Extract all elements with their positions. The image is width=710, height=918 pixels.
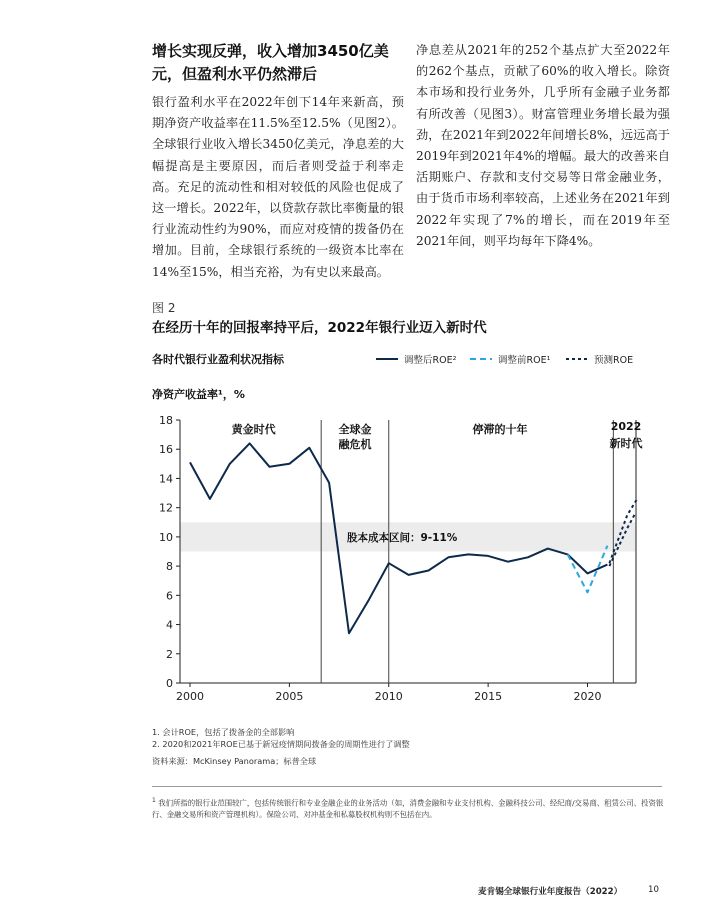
figure-label: 图 2 xyxy=(152,301,176,315)
chart-legend xyxy=(376,354,633,366)
era-label: 停滞的十年 xyxy=(472,423,528,436)
footnote-divider xyxy=(152,786,662,787)
legend-label-1: 调整前ROE¹ xyxy=(498,355,551,366)
page-number: 10 xyxy=(648,885,659,895)
band-label: 股本成本区间：9-11% xyxy=(347,531,458,544)
legend-label-0: 调整后ROE² xyxy=(404,355,457,366)
x-tick-label: 2000 xyxy=(176,690,204,703)
plot-area xyxy=(159,414,643,703)
body-paragraph-left: 银行盈利水平在2022年创下14年来新高，预期净资产收益率在11.5%至12.5%（见图2）。全球银行业收入增长3450亿美元，净息差的大幅提高是主要原因，而后者则受益于利率走高。充足的流动性和相对较低的风险也促成了这一增长。2022年，以贷款存款比率衡量的银行业流动性约为90%，而应对疫情的拨备仍在增加。目前，全球银行系统的一级资本比率在14%至15%，相当充裕，为有史以来最高。 xyxy=(152,95,404,279)
y-tick-label: 6 xyxy=(166,589,173,603)
y-tick-label: 0 xyxy=(166,677,173,690)
y-tick-label: 18 xyxy=(159,414,173,427)
x-tick-label: 2010 xyxy=(374,690,403,703)
era-label: 全球金 xyxy=(338,423,372,436)
figure-source: 资料来源：McKinsey Panorama；标普全球 xyxy=(152,756,317,766)
series-line-1 xyxy=(568,546,608,593)
figure-title: 在经历十年的回报率持平后，2022年银行业迈入新时代 xyxy=(152,320,487,336)
y-tick-label: 4 xyxy=(166,618,173,632)
y-tick-label: 12 xyxy=(159,501,173,515)
era-label: 黄金时代 xyxy=(231,423,276,436)
section-heading: 增长实现反弹，收入增加3450亿美元，但盈利水平仍然滞后 xyxy=(152,42,389,83)
y-tick-label: 16 xyxy=(159,443,173,457)
footnote-mark: 1 xyxy=(152,797,156,804)
figure-footnote-2: 2. 2020和2021年ROE已基于新冠疫情期间拨备金的周期性进行了调整 xyxy=(152,739,410,749)
figure-footnotes xyxy=(152,726,410,750)
era-label: 融危机 xyxy=(338,438,372,451)
x-tick-label: 2015 xyxy=(474,690,503,703)
chart-subtitle: 各时代银行业盈利状况指标 xyxy=(152,353,284,366)
x-tick-label: 2005 xyxy=(275,690,304,703)
y-tick-label: 10 xyxy=(159,530,173,544)
footnote-text: 我们所指的银行业范围较广，包括传统银行和专业金融企业的业务活动（如，消费金融和专业支付机构、金融科技公司、经纪商/交易商、租赁公司、投资银行、金融交易所和资产管理机构）。保险公司、对冲基金和私募股权机构则不包括在内。 xyxy=(152,798,664,820)
legend-label-2: 预测ROE xyxy=(594,355,634,366)
y-axis-label: 净资产收益率¹，% xyxy=(152,388,245,401)
footer-report-title: 麦肯锡全球银行业年度报告（2022） xyxy=(478,887,623,897)
y-tick-label: 14 xyxy=(159,472,173,486)
page-footnote xyxy=(152,795,668,821)
era-label: 新时代 xyxy=(609,437,643,450)
x-tick-label: 2020 xyxy=(573,690,602,703)
figure-footnote-1: 1. 会计ROE，包括了拨备金的全部影响 xyxy=(152,727,295,737)
y-tick-label: 2 xyxy=(166,647,173,661)
era-label: 2022 xyxy=(610,420,642,433)
body-paragraph-right: 净息差从2021年的252个基点扩大至2022年的262个基点，贡献了60%的收入增长。除资本市场和投行业务外，几乎所有金融子业务都有所改善（见图3）。财富管理业务增长最为强劲，在2021年到2022年间增长8%，远远高于2019年到2021年4%的增幅。最大的改善来自活期账户、存款和支付交易等日常金融业务，由于货币市场利率较高，上述业务在2021年到2022年实现了7%的增长，而在2019年至2021年间，则平均每年下降4%。 xyxy=(416,43,670,248)
y-tick-label: 8 xyxy=(166,560,173,574)
